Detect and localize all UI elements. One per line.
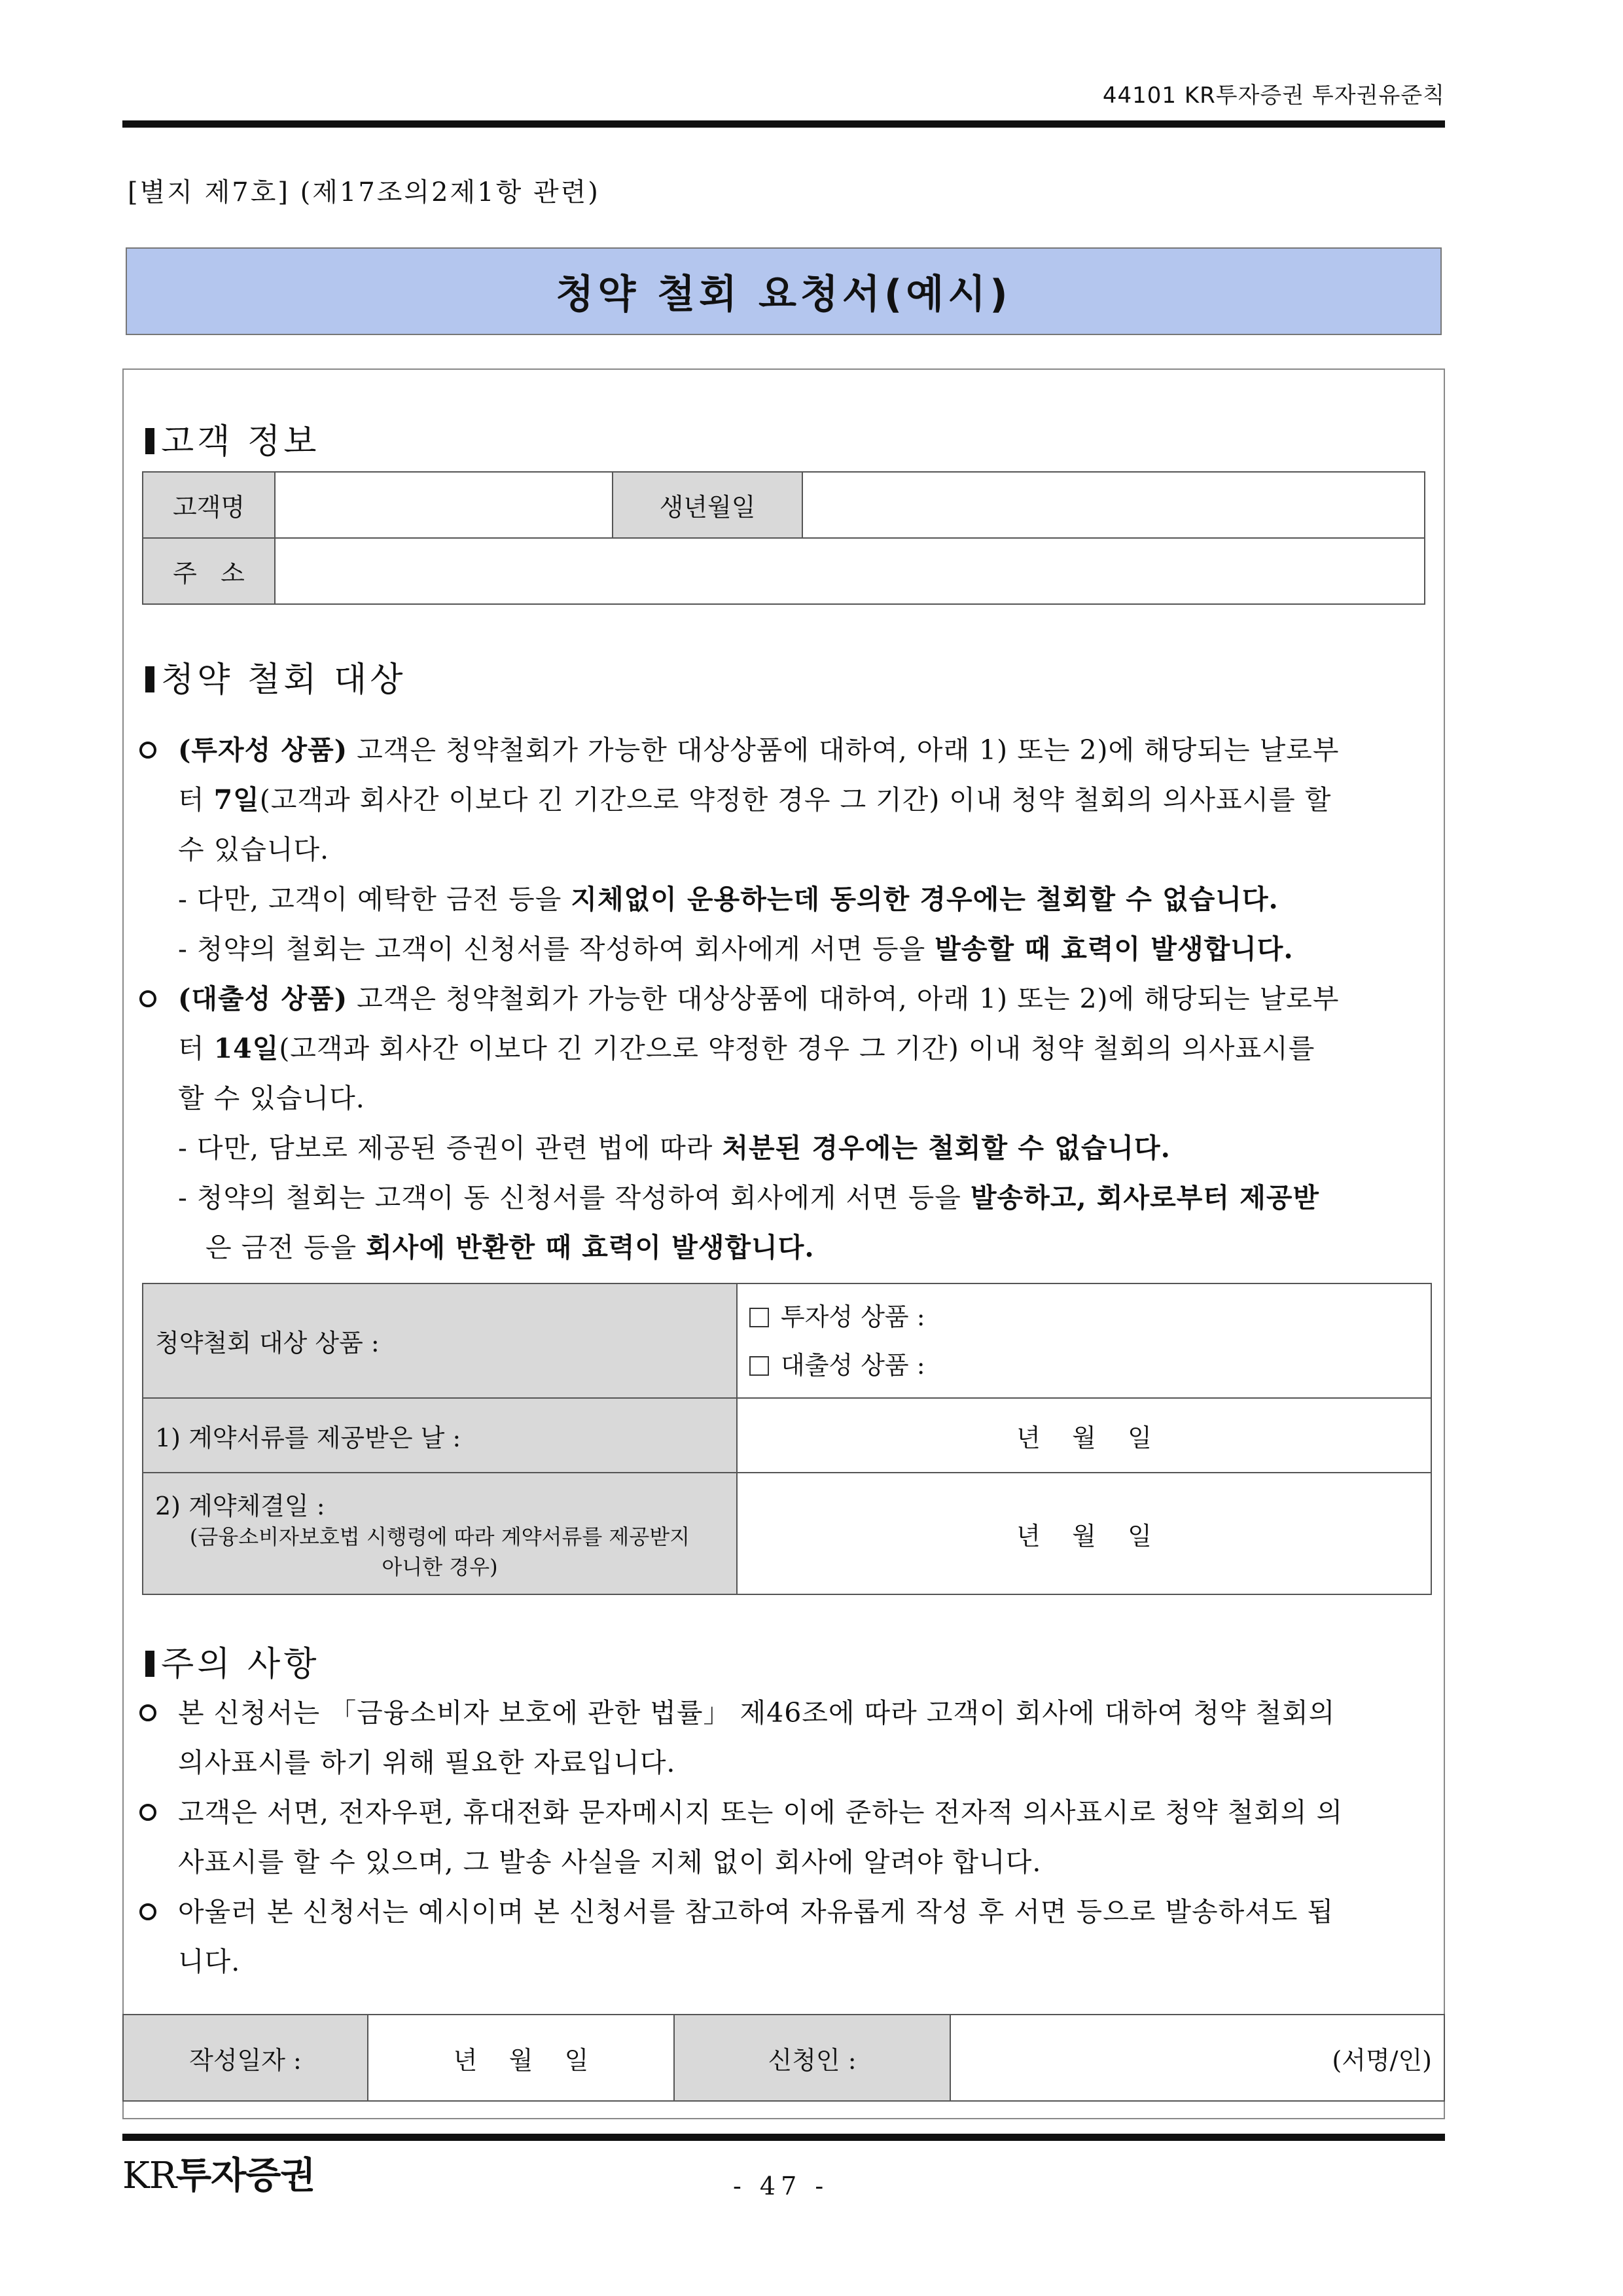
write-date-field[interactable]: 년 월 일: [368, 2015, 674, 2101]
option-invest[interactable]: 투자성 상품 :: [749, 1293, 1419, 1341]
address-label: 주 소: [143, 538, 275, 604]
contract-date-field[interactable]: 년 월 일: [737, 1473, 1431, 1594]
company-logo: KR투자증권: [122, 2155, 315, 2197]
target-table: [142, 1283, 1432, 1595]
section-marker: [145, 428, 154, 454]
note-1-line-2: 의사표시를 하기 위해 필요한 자료입니다.: [178, 1747, 676, 1778]
note-3-line-1: 아울러 본 신청서는 예시이며 본 신청서를 참고하여 자유롭게 작성 후 서면 등으로 발송하셔도 됩: [178, 1896, 1334, 1928]
write-date-label: 작성일자 :: [123, 2015, 368, 2101]
document-date-field[interactable]: 년 월 일: [737, 1398, 1431, 1473]
loan-line-3: 할 수 있습니다.: [178, 1083, 365, 1114]
notes-heading: 주의 사항: [145, 1636, 319, 1685]
note-3-line-2: 니다.: [178, 1946, 241, 1977]
birth-date-field[interactable]: [802, 472, 1425, 538]
header-rule: [122, 120, 1445, 128]
contract-date-note-2: 아니한 경우): [382, 1554, 498, 1579]
contract-date-label-cell: [143, 1473, 737, 1594]
page-title: 청약 철회 요청서(예시): [556, 272, 1012, 317]
page-number: - 47 -: [733, 2172, 829, 2200]
bullet-circle-icon: [139, 990, 156, 1007]
customer-name-field[interactable]: [275, 472, 613, 538]
note-1-line-1: 본 신청서는 「금융소비자 보호에 관한 법률」 제46조에 따라 고객이 회사에 대하여 청약 철회의: [178, 1697, 1336, 1729]
document-date-label: 1) 계약서류를 제공받은 날 :: [143, 1398, 737, 1473]
loan-sub-1: - 다만, 담보로 제공된 증권이 관련 법에 따라 처분된 경우에는 철회할 수 없습니다.: [178, 1132, 1171, 1164]
invest-line-3: 수 있습니다.: [178, 834, 330, 865]
checkbox-icon[interactable]: [749, 1356, 769, 1376]
invest-sub-1: - 다만, 고객이 예탁한 금전 등을 지체없이 운용하는데 동의한 경우에는 철회할 수 없습니다.: [178, 884, 1279, 915]
loan-line-1: (대출성 상품) 고객은 청약철회가 가능한 대상상품에 대하여, 아래 1) 또는 2)에 해당되는 날로부: [178, 983, 1340, 1014]
invest-line-1: (투자성 상품) 고객은 청약철회가 가능한 대상상품에 대하여, 아래 1) 또는 2)에 해당되는 날로부: [178, 734, 1340, 766]
option-loan[interactable]: 대출성 상품 :: [749, 1341, 1419, 1390]
contract-date-note-1: (금융소비자보호법 시행령에 따라 계약서류를 제공받지: [189, 1524, 690, 1549]
applicant-signature-field[interactable]: (서명/인): [950, 2015, 1444, 2101]
bullet-circle-icon: [139, 1903, 156, 1920]
invest-line-2: 터 7일(고객과 회사간 이보다 긴 기간으로 약정한 경우 그 기간) 이내 청약 철회의 의사표시를 할: [178, 784, 1332, 816]
birth-date-label: 생년월일: [613, 472, 802, 538]
document-code: 44101 KR투자증권 투자권유준칙: [1102, 82, 1445, 109]
product-label: 청약철회 대상 상품 :: [143, 1283, 737, 1398]
product-options: [737, 1283, 1431, 1398]
section-marker: [145, 1651, 154, 1677]
bullet-circle-icon: [139, 742, 156, 759]
customer-heading: 고객 정보: [145, 414, 319, 463]
invest-sub-2: - 청약의 철회는 고객이 신청서를 작성하여 회사에게 서면 등을 발송할 때 효력이 발생합니다.: [178, 933, 1294, 965]
loan-line-2: 터 14일(고객과 회사간 이보다 긴 기간으로 약정한 경우 그 기간) 이내 청약 철회의 의사표시를: [178, 1033, 1315, 1064]
customer-name-label: 고객명: [143, 472, 275, 538]
bullet-circle-icon: [139, 1804, 156, 1821]
checkbox-icon[interactable]: [749, 1308, 769, 1327]
section-marker: [145, 666, 154, 692]
title-box: [126, 247, 1442, 335]
target-heading: 청약 철회 대상: [145, 652, 406, 701]
contract-date-label: 2) 계약체결일 :: [155, 1491, 325, 1520]
note-2-line-2: 사표시를 할 수 있으며, 그 발송 사실을 지체 없이 회사에 알려야 합니다.: [178, 1846, 1042, 1878]
annex-label: [별지 제7호] (제17조의2제1항 관련): [128, 177, 600, 207]
signature-table: [122, 2014, 1445, 2102]
loan-sub-2: - 청약의 철회는 고객이 동 신청서를 작성하여 회사에게 서면 등을 발송하고, 회사로부터 제공받: [178, 1182, 1320, 1213]
address-field[interactable]: [275, 538, 1425, 604]
bullet-circle-icon: [139, 1704, 156, 1721]
loan-sub-2-cont: 은 금전 등을 회사에 반환한 때 효력이 발생합니다.: [205, 1232, 815, 1263]
footer-rule: [122, 2134, 1445, 2141]
applicant-label: 신청인 :: [674, 2015, 950, 2101]
customer-table: [142, 471, 1425, 605]
note-2-line-1: 고객은 서면, 전자우편, 휴대전화 문자메시지 또는 이에 준하는 전자적 의사표시로 청약 철회의 의: [178, 1797, 1344, 1828]
